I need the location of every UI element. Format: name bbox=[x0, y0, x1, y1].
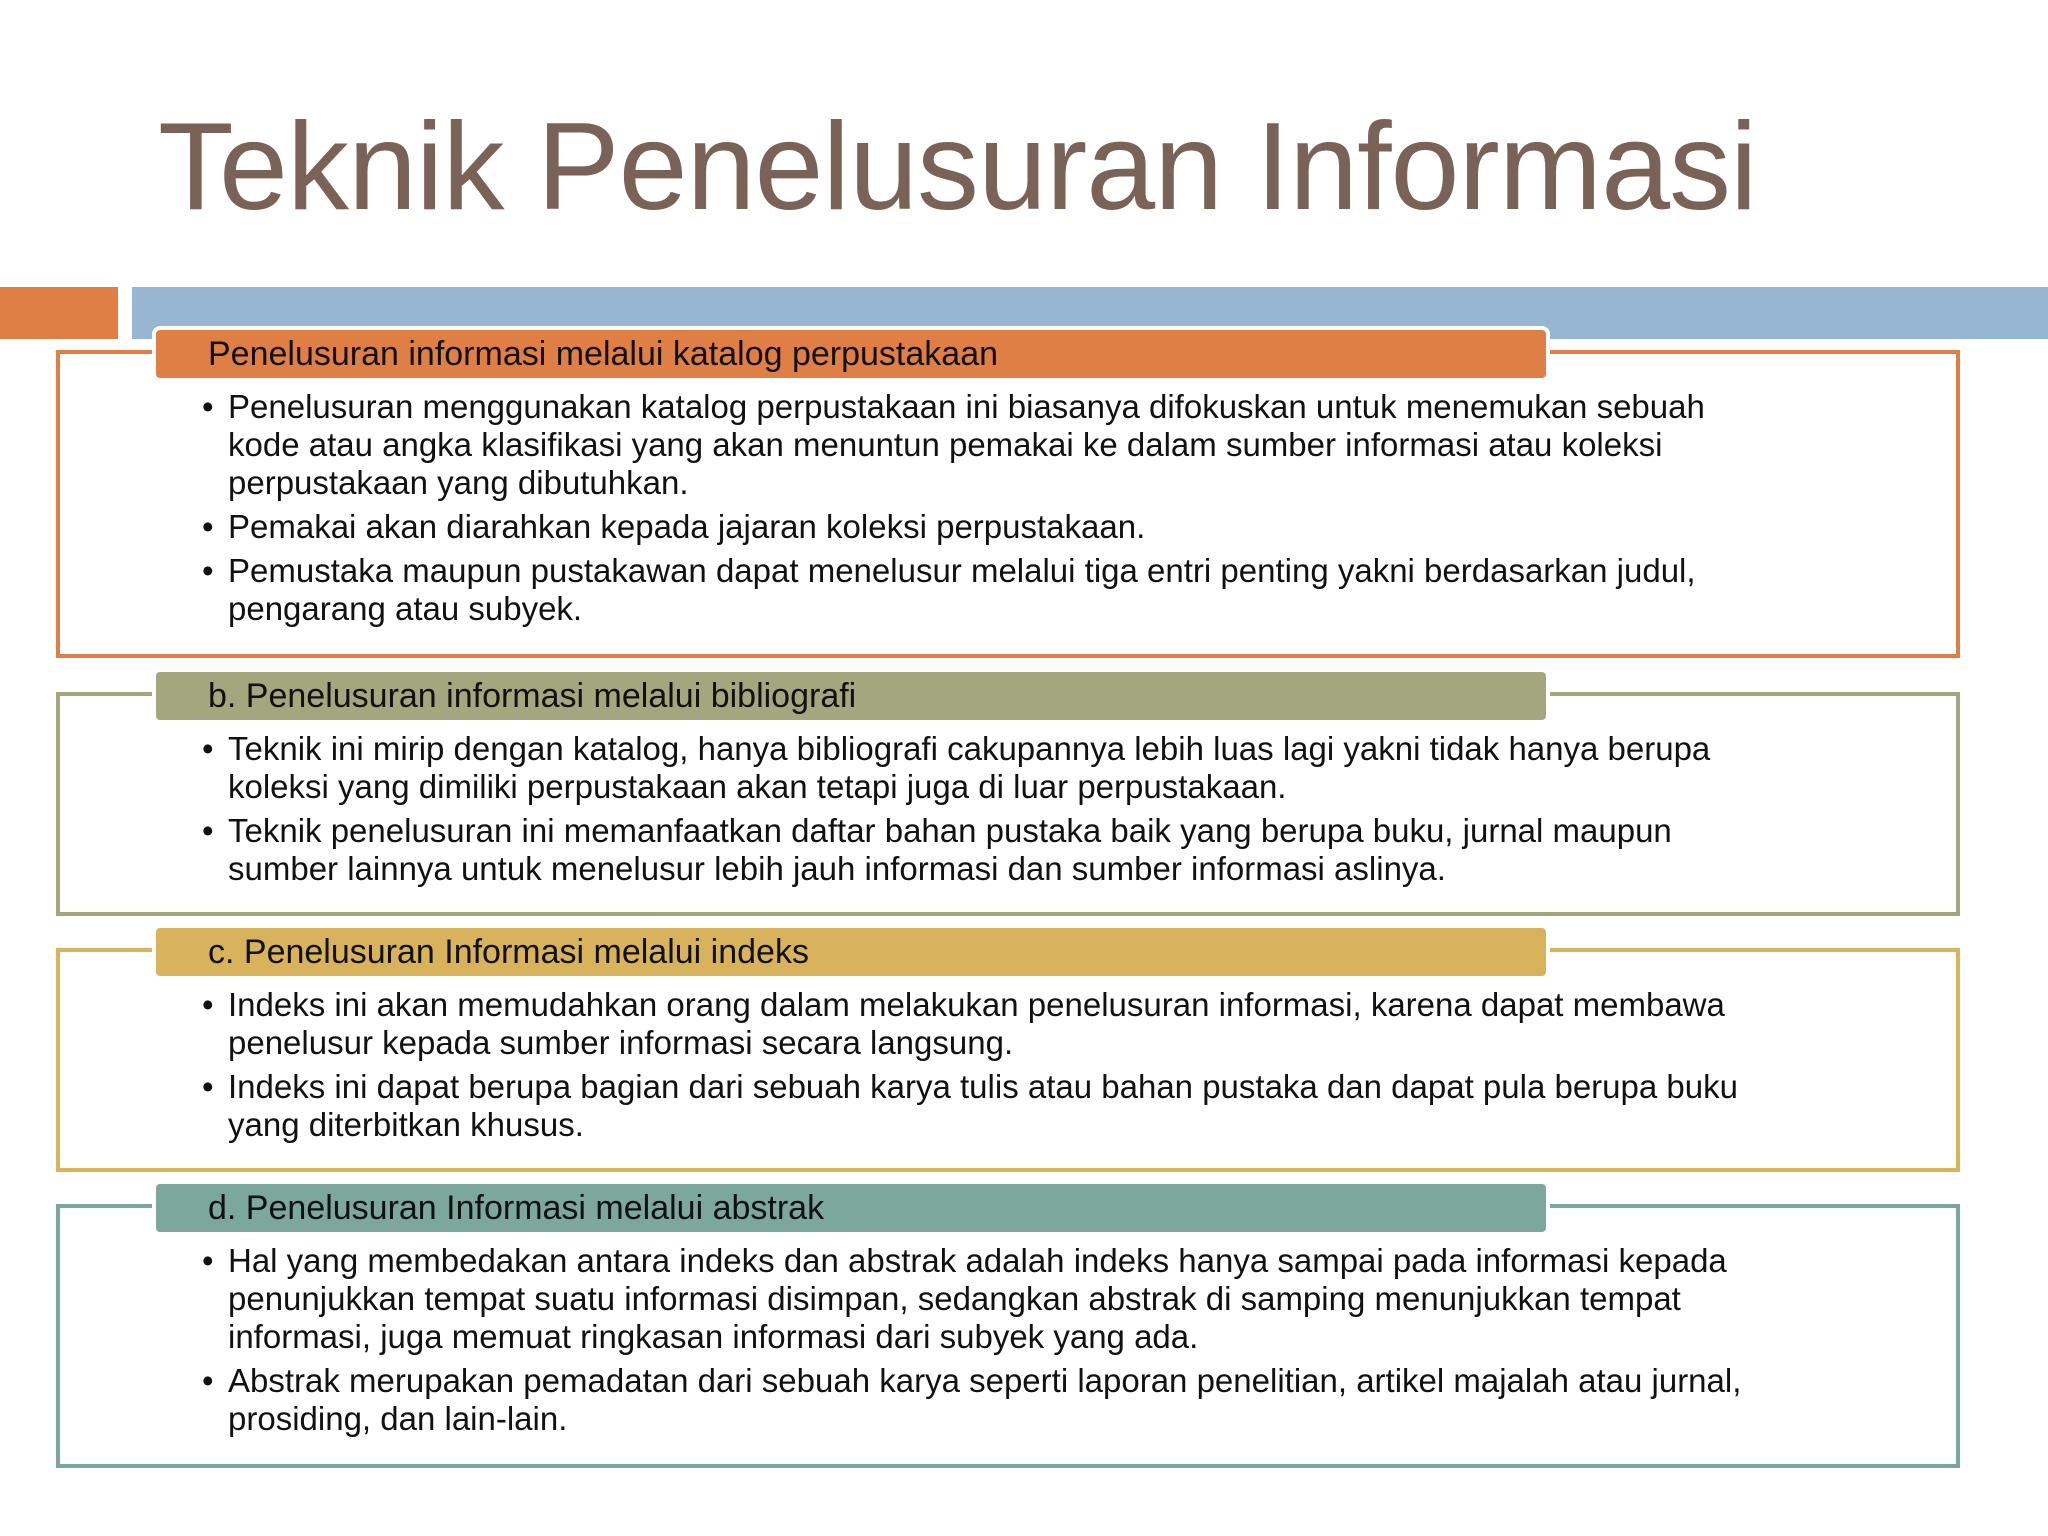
bullet-icon: • bbox=[202, 388, 214, 425]
section-heading-bar bbox=[152, 1180, 1550, 1236]
bullet-icon: • bbox=[202, 730, 214, 767]
bullet-icon: • bbox=[202, 1362, 214, 1399]
list-item: • Abstrak merupakan pemadatan dari sebuah karya seperti laporan penelitian, artikel majalah atau jurnal, prosiding, dan lain-lain. bbox=[202, 1362, 1742, 1437]
section-abstrak bbox=[56, 1180, 1960, 1468]
list-item: • Teknik penelusuran ini memanfaatkan daftar bahan pustaka baik yang berupa buku, jurnal maupun sumber lainnya untuk menelusur lebih jauh informasi dan sumber informasi aslinya. bbox=[202, 812, 1672, 887]
slide-title: Teknik Penelusuran Informasi bbox=[158, 98, 1757, 236]
section-bibliografi bbox=[56, 668, 1960, 916]
section-heading-bar bbox=[152, 326, 1550, 382]
section-heading-bar bbox=[152, 668, 1550, 724]
bullet-list bbox=[202, 730, 1780, 894]
section-katalog bbox=[56, 326, 1960, 658]
bullet-icon: • bbox=[202, 812, 214, 849]
bullet-list bbox=[202, 1242, 1780, 1444]
bullet-icon: • bbox=[202, 986, 214, 1023]
bullet-icon: • bbox=[202, 1242, 214, 1279]
bullet-icon: • bbox=[202, 552, 214, 589]
list-item: • Indeks ini dapat berupa bagian dari sebuah karya tulis atau bahan pustaka dan dapat pula berupa buku yang diterbitkan khusus. bbox=[202, 1068, 1738, 1143]
list-item: • Pemakai akan diarahkan kepada jajaran koleksi perpustakaan. bbox=[202, 508, 1146, 545]
list-item: • Pemustaka maupun pustakawan dapat menelusur melalui tiga entri penting yakni berdasarkan judul, pengarang atau subyek. bbox=[202, 552, 1696, 627]
section-heading-bar bbox=[152, 924, 1550, 980]
list-item: • Indeks ini akan memudahkan orang dalam melakukan penelusuran informasi, karena dapat membawa penelusur kepada sumber informasi secara langsung. bbox=[202, 986, 1725, 1061]
bullet-icon: • bbox=[202, 508, 214, 545]
section-indeks bbox=[56, 924, 1960, 1172]
list-item: • Penelusuran menggunakan katalog perpustakaan ini biasanya difokuskan untuk menemukan sebuah kode atau angka klasifikasi yang akan menuntun pemakai ke dalam sumber informasi atau koleksi perpustakaan yang dibutuhkan. bbox=[202, 388, 1705, 501]
list-item: • Hal yang membedakan antara indeks dan abstrak adalah indeks hanya sampai pada informasi kepada penunjukkan tempat suatu informasi disimpan, sedangkan abstrak di samping menunjukkan tempat informasi, juga memuat ringkasan informasi dari subyek yang ada. bbox=[202, 1242, 1727, 1355]
section-heading: d. Penelusuran Informasi melalui abstrak bbox=[208, 1189, 825, 1227]
bullet-icon: • bbox=[202, 1068, 214, 1105]
section-heading: Penelusuran informasi melalui katalog perpustakaan bbox=[208, 335, 999, 373]
list-item: • Teknik ini mirip dengan katalog, hanya bibliografi cakupannya lebih luas lagi yakni tidak hanya berupa koleksi yang dimiliki perpustakaan akan tetapi juga di luar perpustakaan. bbox=[202, 730, 1711, 805]
bullet-list bbox=[202, 986, 1780, 1150]
section-heading: b. Penelusuran informasi melalui bibliografi bbox=[208, 677, 857, 715]
bullet-list bbox=[202, 388, 1780, 634]
section-heading: c. Penelusuran Informasi melalui indeks bbox=[208, 933, 809, 971]
